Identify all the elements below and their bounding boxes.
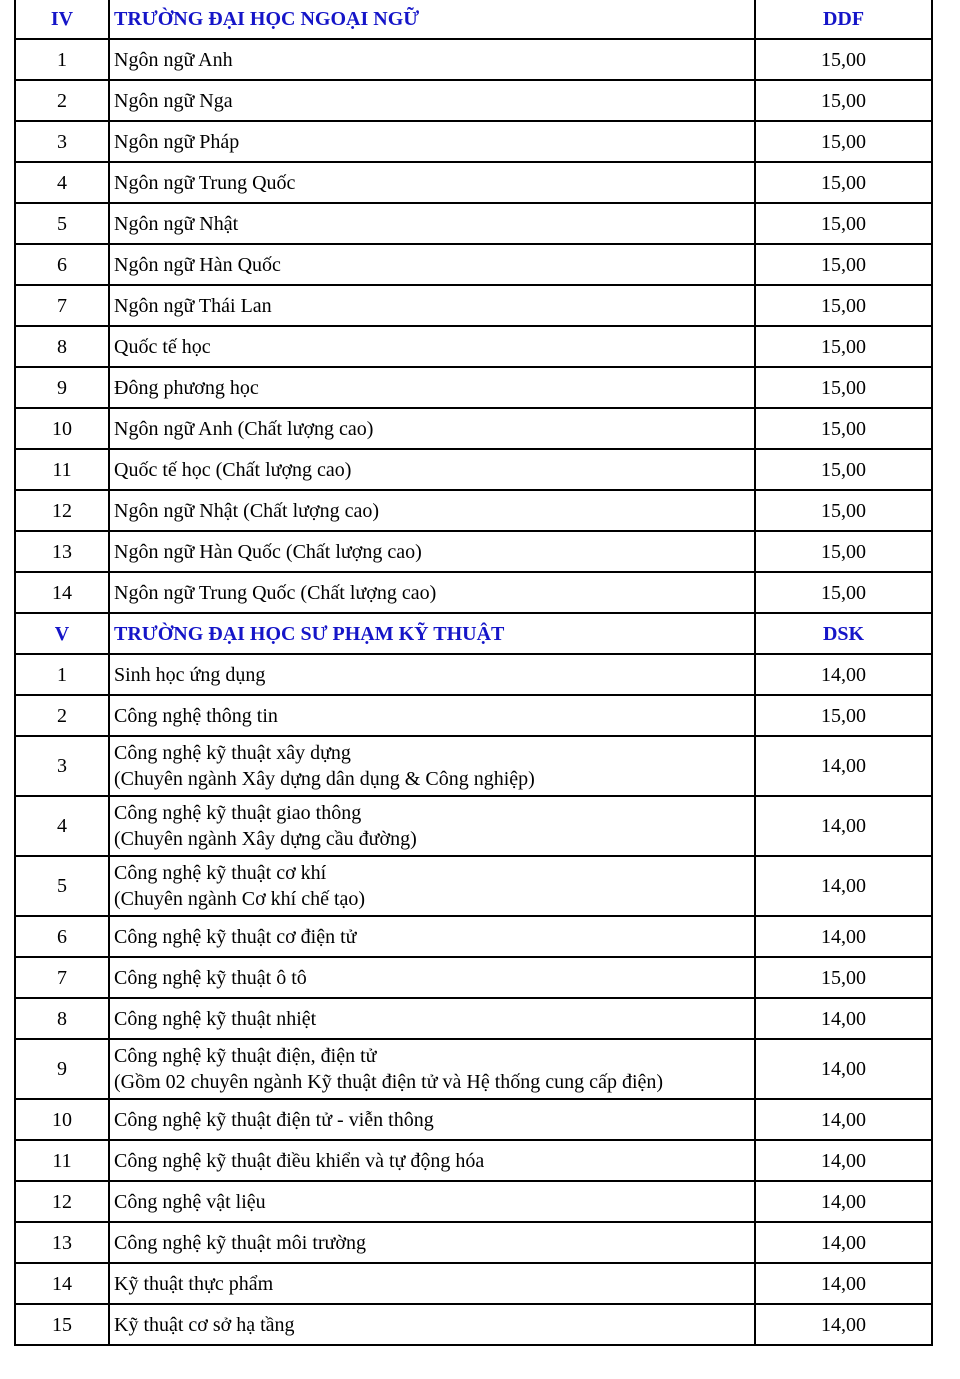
row-number: 4 <box>15 162 109 203</box>
table-row <box>15 695 932 736</box>
table-row <box>15 1099 932 1140</box>
benchmark-score: 14,00 <box>755 1304 932 1345</box>
major-name: Công nghệ kỹ thuật điện tử - viễn thông <box>109 1099 755 1140</box>
major-name: Ngôn ngữ Trung Quốc (Chất lượng cao) <box>109 572 755 613</box>
major-detail: (Chuyên ngành Xây dựng dân dụng & Công nghiệp) <box>114 768 535 790</box>
major-name: Ngôn ngữ Thái Lan <box>109 285 755 326</box>
major-name: Công nghệ kỹ thuật điện, điện tử <box>114 1045 377 1067</box>
major-name: Ngôn ngữ Anh <box>109 39 755 80</box>
benchmark-score: 15,00 <box>755 572 932 613</box>
row-number: 14 <box>15 572 109 613</box>
major-name-cell <box>109 796 755 856</box>
major-name: Ngôn ngữ Hàn Quốc (Chất lượng cao) <box>109 531 755 572</box>
table-row <box>15 1039 932 1099</box>
major-name: Ngôn ngữ Trung Quốc <box>109 162 755 203</box>
row-number: 9 <box>15 1039 109 1099</box>
benchmark-score: 15,00 <box>755 695 932 736</box>
major-name: Công nghệ kỹ thuật môi trường <box>109 1222 755 1263</box>
table-row <box>15 957 932 998</box>
benchmark-score: 15,00 <box>755 531 932 572</box>
row-number: 1 <box>15 654 109 695</box>
benchmark-score: 15,00 <box>755 326 932 367</box>
row-number: 7 <box>15 285 109 326</box>
benchmark-score: 14,00 <box>755 856 932 916</box>
major-detail: (Gồm 02 chuyên ngành Kỹ thuật điện tử và Hệ thống cung cấp điện) <box>114 1071 664 1093</box>
table-row <box>15 203 932 244</box>
row-number: 2 <box>15 80 109 121</box>
benchmark-score: 15,00 <box>755 957 932 998</box>
major-name: Công nghệ vật liệu <box>109 1181 755 1222</box>
major-name: Công nghệ kỹ thuật cơ điện tử <box>109 916 755 957</box>
admission-score-table <box>14 0 933 1346</box>
major-name-cell <box>109 856 755 916</box>
table-row <box>15 121 932 162</box>
row-number: 12 <box>15 1181 109 1222</box>
major-name: Ngôn ngữ Hàn Quốc <box>109 244 755 285</box>
benchmark-score: 15,00 <box>755 80 932 121</box>
section-school-name: TRƯỜNG ĐẠI HỌC NGOẠI NGỮ <box>109 0 755 39</box>
benchmark-score: 15,00 <box>755 244 932 285</box>
section-code: IV <box>15 0 109 39</box>
major-name: Ngôn ngữ Nhật <box>109 203 755 244</box>
major-name-cell <box>109 1039 755 1099</box>
benchmark-score: 15,00 <box>755 203 932 244</box>
table-row <box>15 244 932 285</box>
table-row <box>15 531 932 572</box>
major-name: Ngôn ngữ Anh (Chất lượng cao) <box>109 408 755 449</box>
row-number: 3 <box>15 121 109 162</box>
major-name: Công nghệ kỹ thuật điều khiển và tự động hóa <box>109 1140 755 1181</box>
row-number: 3 <box>15 736 109 796</box>
section-school-code: DDF <box>755 0 932 39</box>
major-name: Ngôn ngữ Nga <box>109 80 755 121</box>
benchmark-score: 14,00 <box>755 1039 932 1099</box>
table-row <box>15 326 932 367</box>
row-number: 9 <box>15 367 109 408</box>
table-row <box>15 916 932 957</box>
row-number: 11 <box>15 1140 109 1181</box>
table-row <box>15 80 932 121</box>
row-number: 13 <box>15 1222 109 1263</box>
major-name: Công nghệ kỹ thuật ô tô <box>109 957 755 998</box>
table-row <box>15 162 932 203</box>
benchmark-score: 15,00 <box>755 490 932 531</box>
major-detail: (Chuyên ngành Cơ khí chế tạo) <box>114 888 366 910</box>
benchmark-score: 15,00 <box>755 408 932 449</box>
benchmark-score: 14,00 <box>755 736 932 796</box>
benchmark-score: 14,00 <box>755 796 932 856</box>
table-row <box>15 1222 932 1263</box>
major-name: Quốc tế học <box>109 326 755 367</box>
benchmark-score: 15,00 <box>755 121 932 162</box>
section-school-name: TRƯỜNG ĐẠI HỌC SƯ PHẠM KỸ THUẬT <box>109 613 755 654</box>
table-body <box>15 0 932 1345</box>
table-row <box>15 1263 932 1304</box>
benchmark-score: 14,00 <box>755 1222 932 1263</box>
section-school-code: DSK <box>755 613 932 654</box>
table-row <box>15 39 932 80</box>
major-name: Đông phương học <box>109 367 755 408</box>
row-number: 5 <box>15 203 109 244</box>
row-number: 6 <box>15 244 109 285</box>
row-number: 8 <box>15 998 109 1039</box>
benchmark-score: 14,00 <box>755 1099 932 1140</box>
benchmark-score: 14,00 <box>755 1181 932 1222</box>
table-row <box>15 856 932 916</box>
table-row <box>15 654 932 695</box>
row-number: 1 <box>15 39 109 80</box>
row-number: 15 <box>15 1304 109 1345</box>
benchmark-score: 15,00 <box>755 285 932 326</box>
major-name: Kỹ thuật cơ sở hạ tầng <box>109 1304 755 1345</box>
row-number: 11 <box>15 449 109 490</box>
major-name-cell <box>109 736 755 796</box>
section-header-row <box>15 0 932 39</box>
section-header-row <box>15 613 932 654</box>
benchmark-score: 14,00 <box>755 1263 932 1304</box>
benchmark-score: 14,00 <box>755 1140 932 1181</box>
benchmark-score: 14,00 <box>755 654 932 695</box>
table-row <box>15 998 932 1039</box>
section-code: V <box>15 613 109 654</box>
major-name: Công nghệ thông tin <box>109 695 755 736</box>
table-row <box>15 1140 932 1181</box>
row-number: 13 <box>15 531 109 572</box>
row-number: 14 <box>15 1263 109 1304</box>
table-row <box>15 449 932 490</box>
row-number: 6 <box>15 916 109 957</box>
row-number: 4 <box>15 796 109 856</box>
table-row <box>15 736 932 796</box>
major-name: Sinh học ứng dụng <box>109 654 755 695</box>
major-name: Ngôn ngữ Nhật (Chất lượng cao) <box>109 490 755 531</box>
major-name: Quốc tế học (Chất lượng cao) <box>109 449 755 490</box>
table-row <box>15 1181 932 1222</box>
major-detail: (Chuyên ngành Xây dựng cầu đường) <box>114 828 417 850</box>
benchmark-score: 14,00 <box>755 916 932 957</box>
row-number: 5 <box>15 856 109 916</box>
table-row <box>15 1304 932 1345</box>
table-row <box>15 796 932 856</box>
benchmark-score: 15,00 <box>755 162 932 203</box>
major-name: Công nghệ kỹ thuật giao thông <box>114 802 362 824</box>
row-number: 7 <box>15 957 109 998</box>
major-name: Công nghệ kỹ thuật cơ khí <box>114 862 327 884</box>
row-number: 8 <box>15 326 109 367</box>
major-name: Công nghệ kỹ thuật xây dựng <box>114 742 351 764</box>
table-row <box>15 490 932 531</box>
row-number: 2 <box>15 695 109 736</box>
benchmark-score: 15,00 <box>755 449 932 490</box>
benchmark-score: 15,00 <box>755 39 932 80</box>
benchmark-score: 14,00 <box>755 998 932 1039</box>
table-row <box>15 572 932 613</box>
benchmark-score: 15,00 <box>755 367 932 408</box>
row-number: 10 <box>15 408 109 449</box>
table-row <box>15 367 932 408</box>
major-name: Ngôn ngữ Pháp <box>109 121 755 162</box>
table-row <box>15 408 932 449</box>
row-number: 10 <box>15 1099 109 1140</box>
major-name: Công nghệ kỹ thuật nhiệt <box>109 998 755 1039</box>
row-number: 12 <box>15 490 109 531</box>
table-row <box>15 285 932 326</box>
major-name: Kỹ thuật thực phẩm <box>109 1263 755 1304</box>
